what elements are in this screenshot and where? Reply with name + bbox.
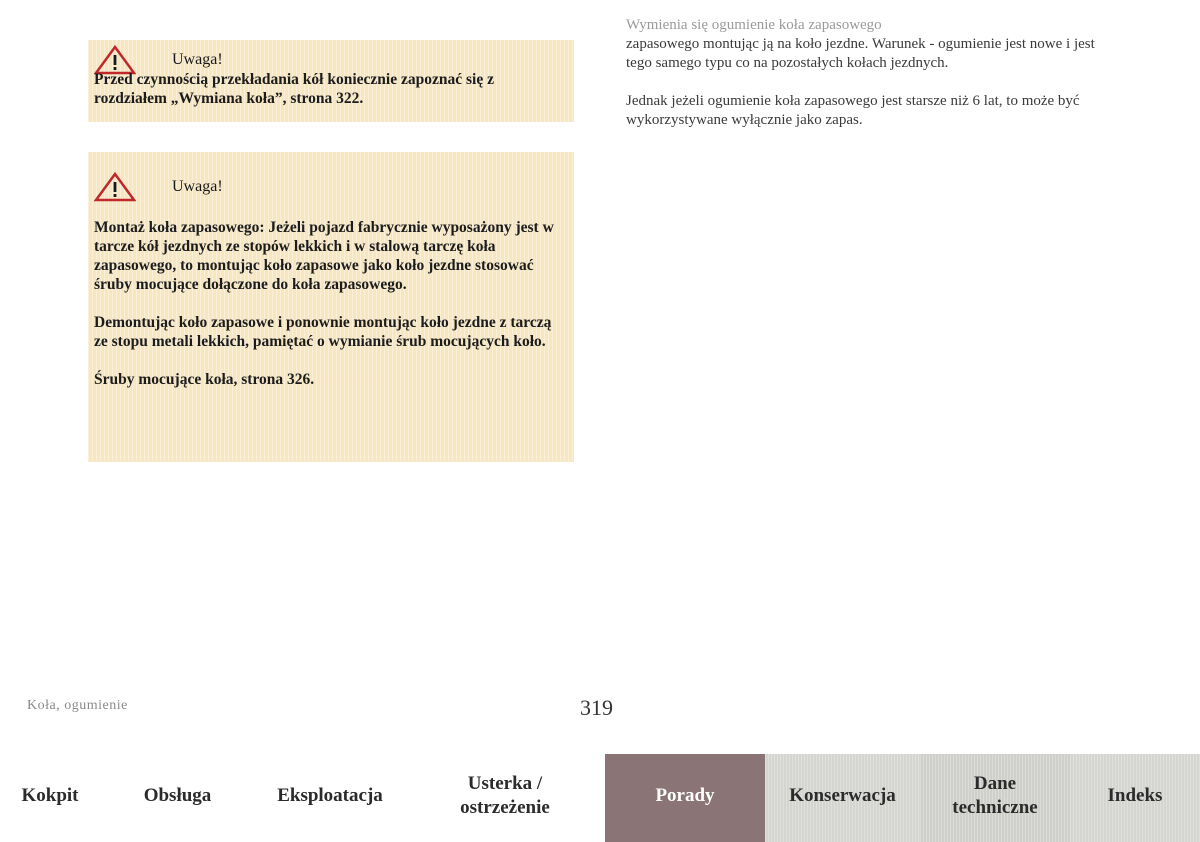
tab-label: Indeks	[1107, 785, 1163, 806]
warning-title: Uwaga!	[172, 51, 223, 68]
tab-label: Kokpit	[21, 785, 79, 806]
tab-label-line-1: Dane	[973, 773, 1017, 794]
warning-paragraph: Przed czynnością przekładania kół koniecznie zapoznać się z rozdziałem „Wymiana koła”, strona 322.	[94, 71, 494, 107]
tab-konserwacja[interactable]	[765, 754, 920, 842]
chapter-navigation	[0, 754, 1200, 842]
tab-indeks[interactable]	[1070, 754, 1200, 842]
tab-usterka-ostrzezenie[interactable]	[405, 754, 605, 842]
paragraph: zapasowego montując ją na koło jezdne. Warunek - ogumienie jest nowe i jest tego samego typu co na pozostałych kołach jezdnych.	[626, 36, 1095, 71]
tab-label-line-1: Usterka /	[467, 773, 543, 794]
footer-section-title: Koła, ogumienie	[27, 698, 128, 713]
paragraph: Jednak jeżeli ogumienie koła zapasowego jest starsze niż 6 lat, to może być wykorzystywane wyłącznie jako zapas.	[626, 93, 1080, 128]
warning-body	[94, 218, 564, 408]
warning-title: Uwaga!	[172, 178, 223, 195]
page-number: 319	[580, 695, 613, 720]
faded-top-line: Wymienia się ogumienie koła zapasowego	[626, 17, 882, 33]
warning-header	[94, 167, 223, 207]
tab-porady[interactable]	[605, 754, 765, 842]
tab-label: Eksploatacja	[277, 785, 383, 806]
tab-dane-techniczne[interactable]	[920, 754, 1070, 842]
tab-obsluga[interactable]	[100, 754, 255, 842]
tab-kokpit[interactable]	[0, 754, 100, 842]
tab-label: Konserwacja	[789, 785, 896, 806]
right-column-text	[626, 16, 1118, 149]
warning-paragraph: Montaż koła zapasowego: Jeżeli pojazd fabrycznie wyposażony jest w tarcze kół jezdnych ze stopów lekkich i w stalową tarczę koła zapasowego, to montując koło zapasowe jako koło jezdne stosować śruby mocujące dołączone do koła zapasowego.	[94, 219, 554, 293]
tab-label-line-2: techniczne	[952, 797, 1038, 818]
warning-box-1	[88, 40, 574, 122]
warning-box-2	[88, 152, 574, 462]
warning-body	[94, 70, 564, 127]
tab-label-line-2: ostrzeżenie	[460, 797, 550, 818]
tab-label: Porady	[655, 785, 715, 806]
warning-paragraph: Śruby mocujące koła, strona 326.	[94, 371, 315, 388]
tab-eksploatacja[interactable]	[255, 754, 405, 842]
warning-triangle-icon	[94, 172, 136, 202]
warning-paragraph: Demontując koło zapasowe i ponownie montując koło jezdne z tarczą ze stopu metali lekkich, pamiętać o wymianie śrub mocujących koło.	[94, 314, 552, 350]
tab-label: Obsługa	[143, 785, 212, 806]
